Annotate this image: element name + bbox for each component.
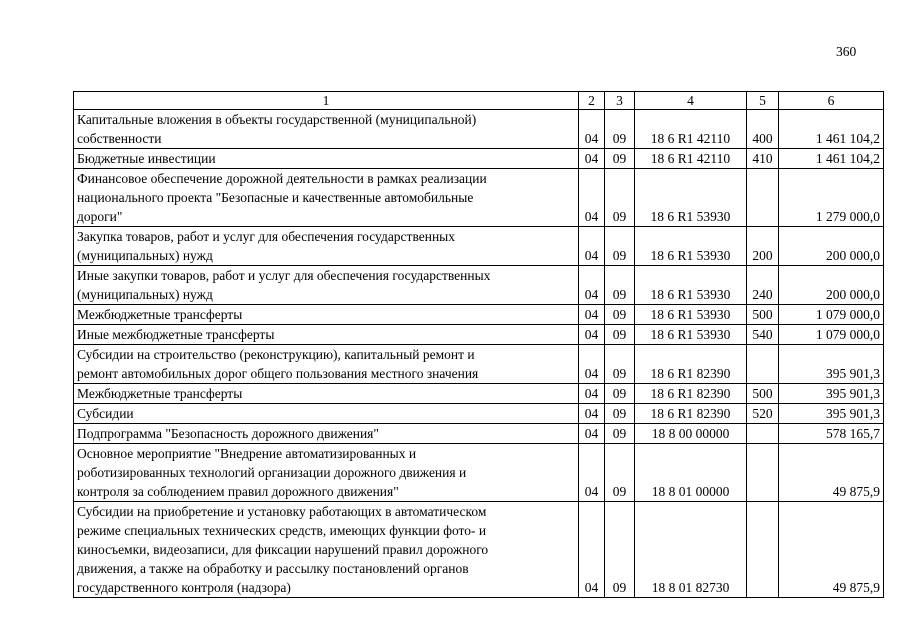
section-code: 04 [579, 169, 605, 227]
table-row [74, 227, 884, 266]
amount: 1 279 000,0 [779, 169, 884, 227]
subsection-code: 09 [605, 266, 635, 305]
section-code: 04 [579, 345, 605, 384]
description-line: Финансовое обеспечение дорожной деятельности в рамках реализации [77, 171, 487, 186]
description-line: Основное мероприятие "Внедрение автоматизированных и [77, 446, 417, 461]
section-code: 04 [579, 444, 605, 502]
subsection-code: 09 [605, 110, 635, 149]
row-description [74, 345, 579, 384]
target-article-code: 18 8 01 82730 [635, 502, 747, 598]
subsection-code: 09 [605, 404, 635, 424]
table-row [74, 502, 884, 598]
description-line: Подпрограмма "Безопасность дорожного движения" [77, 426, 379, 441]
expense-type-code: 410 [747, 149, 779, 169]
description-line: Иные закупки товаров, работ и услуг для обеспечения государственных [77, 268, 491, 283]
row-description [74, 169, 579, 227]
subsection-code: 09 [605, 345, 635, 384]
table-row [74, 149, 884, 169]
description-line: Капитальные вложения в объекты государственной (муниципальной) [77, 112, 477, 127]
table-row [74, 444, 884, 502]
amount: 49 875,9 [779, 502, 884, 598]
budget-table [73, 91, 884, 598]
section-code: 04 [579, 149, 605, 169]
amount: 395 901,3 [779, 404, 884, 424]
subsection-code: 09 [605, 227, 635, 266]
expense-type-code [747, 424, 779, 444]
description-line: Межбюджетные трансферты [77, 386, 243, 401]
expense-type-code: 500 [747, 305, 779, 325]
description-line: Субсидии [77, 406, 134, 421]
amount: 200 000,0 [779, 266, 884, 305]
subsection-code: 09 [605, 424, 635, 444]
table-row [74, 266, 884, 305]
expense-type-code: 400 [747, 110, 779, 149]
row-description [74, 266, 579, 305]
target-article-code: 18 6 R1 42110 [635, 110, 747, 149]
amount: 1 461 104,2 [779, 110, 884, 149]
description-line: государственного контроля (надзора) [77, 580, 291, 595]
section-code: 04 [579, 266, 605, 305]
section-code: 04 [579, 424, 605, 444]
header-col-5: 5 [747, 92, 779, 110]
section-code: 04 [579, 502, 605, 598]
description-line: Бюджетные инвестиции [77, 151, 216, 166]
subsection-code: 09 [605, 502, 635, 598]
description-line: Иные межбюджетные трансферты [77, 327, 275, 342]
section-code: 04 [579, 305, 605, 325]
target-article-code: 18 6 R1 53930 [635, 266, 747, 305]
expense-type-code [747, 345, 779, 384]
table-row [74, 169, 884, 227]
table-row [74, 404, 884, 424]
section-code: 04 [579, 404, 605, 424]
table-header-row [74, 92, 884, 110]
table-row [74, 325, 884, 345]
row-description [74, 404, 579, 424]
target-article-code: 18 6 R1 82390 [635, 384, 747, 404]
amount: 1 079 000,0 [779, 305, 884, 325]
header-col-1: 1 [74, 92, 579, 110]
description-line: (муниципальных) нужд [77, 287, 213, 302]
description-line: собственности [77, 131, 162, 146]
section-code: 04 [579, 110, 605, 149]
expense-type-code: 540 [747, 325, 779, 345]
amount: 578 165,7 [779, 424, 884, 444]
header-col-6: 6 [779, 92, 884, 110]
description-line: Субсидии на приобретение и установку работающих в автоматическом [77, 504, 487, 519]
expense-type-code: 240 [747, 266, 779, 305]
amount: 1 079 000,0 [779, 325, 884, 345]
row-description [74, 227, 579, 266]
amount: 200 000,0 [779, 227, 884, 266]
target-article-code: 18 6 R1 53930 [635, 169, 747, 227]
row-description [74, 424, 579, 444]
expense-type-code [747, 444, 779, 502]
table-row [74, 384, 884, 404]
table-row [74, 424, 884, 444]
table-row [74, 345, 884, 384]
row-description [74, 325, 579, 345]
header-col-3: 3 [605, 92, 635, 110]
amount: 395 901,3 [779, 384, 884, 404]
subsection-code: 09 [605, 305, 635, 325]
target-article-code: 18 6 R1 53930 [635, 325, 747, 345]
target-article-code: 18 8 00 00000 [635, 424, 747, 444]
subsection-code: 09 [605, 149, 635, 169]
section-code: 04 [579, 325, 605, 345]
row-description [74, 110, 579, 149]
description-line: Закупка товаров, работ и услуг для обеспечения государственных [77, 229, 456, 244]
row-description [74, 305, 579, 325]
description-line: движения, а также на обработку и рассылку постановлений органов [77, 561, 469, 576]
expense-type-code [747, 502, 779, 598]
description-line: (муниципальных) нужд [77, 248, 213, 263]
subsection-code: 09 [605, 169, 635, 227]
row-description [74, 444, 579, 502]
table-row [74, 110, 884, 149]
target-article-code: 18 6 R1 53930 [635, 227, 747, 266]
subsection-code: 09 [605, 444, 635, 502]
description-line: национального проекта "Безопасные и качественные автомобильные [77, 190, 474, 205]
description-line: дороги" [77, 209, 123, 224]
row-description [74, 384, 579, 404]
target-article-code: 18 6 R1 82390 [635, 345, 747, 384]
amount: 49 875,9 [779, 444, 884, 502]
header-col-2: 2 [579, 92, 605, 110]
expense-type-code: 500 [747, 384, 779, 404]
expense-type-code: 520 [747, 404, 779, 424]
expense-type-code: 200 [747, 227, 779, 266]
target-article-code: 18 6 R1 53930 [635, 305, 747, 325]
description-line: Субсидии на строительство (реконструкцию), капитальный ремонт и [77, 347, 475, 362]
table-row [74, 305, 884, 325]
target-article-code: 18 6 R1 82390 [635, 404, 747, 424]
description-line: контроля за соблюдением правил дорожного движения" [77, 484, 399, 499]
amount: 1 461 104,2 [779, 149, 884, 169]
description-line: режиме специальных технических средств, имеющих функции фото- и [77, 523, 487, 538]
page-number: 360 [836, 44, 857, 59]
description-line: Межбюджетные трансферты [77, 307, 243, 322]
budget-table-body [74, 92, 884, 598]
section-code: 04 [579, 384, 605, 404]
section-code: 04 [579, 227, 605, 266]
target-article-code: 18 8 01 00000 [635, 444, 747, 502]
target-article-code: 18 6 R1 42110 [635, 149, 747, 169]
subsection-code: 09 [605, 325, 635, 345]
description-line: ремонт автомобильных дорог общего пользования местного значения [77, 366, 479, 381]
amount: 395 901,3 [779, 345, 884, 384]
description-line: роботизированных технологий организации дорожного движения и [77, 465, 467, 480]
row-description [74, 149, 579, 169]
subsection-code: 09 [605, 384, 635, 404]
header-col-4: 4 [635, 92, 747, 110]
description-line: киносъемки, видеозаписи, для фиксации нарушений правил дорожного [77, 542, 489, 557]
expense-type-code [747, 169, 779, 227]
row-description [74, 502, 579, 598]
